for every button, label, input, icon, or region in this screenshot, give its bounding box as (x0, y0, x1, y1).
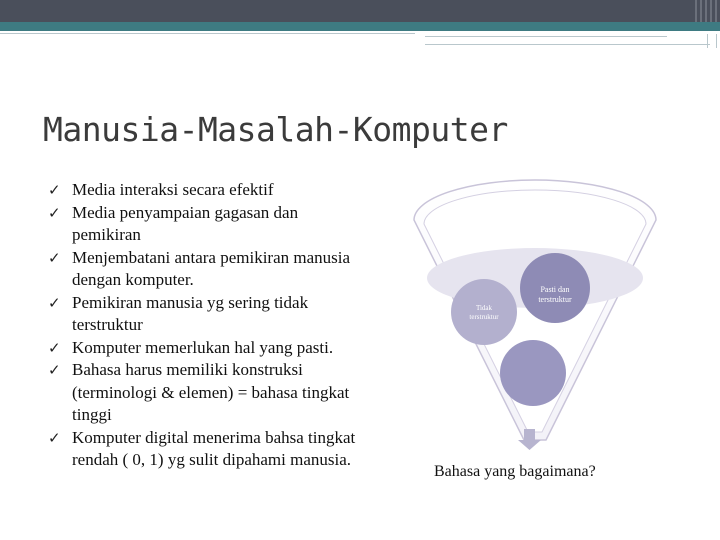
top-bar-stripes (695, 0, 720, 22)
left-circle-label-2: terstruktur (469, 313, 499, 321)
list-item: ✓ Media penyampaian gagasan dan pemikiran (48, 202, 299, 244)
check-icon: ✓ (48, 428, 61, 447)
circle-bottom (500, 340, 566, 406)
funnel-diagram (410, 178, 660, 458)
top-bar (0, 0, 720, 22)
top-accent-bar (0, 22, 720, 31)
arrow-down-icon (524, 429, 535, 441)
list-item: ✓ Komputer memerlukan hal yang pasti. (48, 337, 358, 360)
check-icon: ✓ (48, 181, 61, 199)
list-item: ✓ Media interaksi secara efektif (48, 179, 358, 202)
divider-line (0, 33, 415, 34)
slide-title: Manusia-Masalah-Komputer (43, 110, 508, 149)
bullet-list (48, 179, 358, 472)
right-circle-label-2: terstruktur (538, 295, 572, 304)
check-icon: ✓ (48, 361, 61, 379)
check-icon: ✓ (48, 203, 61, 222)
check-icon: ✓ (48, 293, 61, 312)
circle-tidak-terstruktur (451, 279, 517, 345)
corner-decoration (707, 34, 717, 48)
list-item: ✓ Bahasa harus memiliki konstruksi (terminologi & elemen) = bahasa tingkat tinggi (48, 360, 350, 424)
list-item: ✓ Pemikiran manusia yg sering tidak terstruktur (48, 292, 309, 334)
check-icon: ✓ (48, 338, 61, 357)
divider-line (425, 36, 667, 37)
left-circle-label-1: Tidak (475, 304, 493, 312)
list-item: ✓ Komputer digital menerima bahsa tingkat rendah ( 0, 1) yg sulit dipahami manusia. (48, 427, 356, 469)
list-item: ✓ Menjembatani antara pemikiran manusia dengan komputer. (48, 247, 351, 289)
check-icon: ✓ (48, 248, 61, 267)
right-circle-label-1: Pasti dan (540, 285, 570, 294)
divider-line (425, 44, 710, 45)
arrow-down-head (518, 440, 541, 450)
diagram-caption: Bahasa yang bagaimana? (434, 463, 596, 480)
